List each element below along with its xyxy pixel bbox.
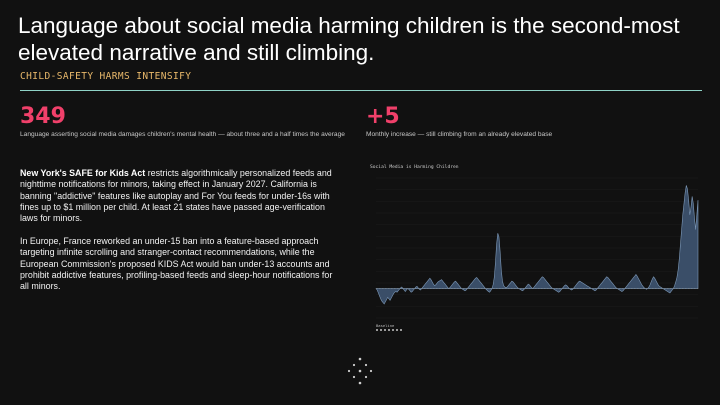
body-paragraph-europe: In Europe, France reworked an under-15 ban into a feature-based approach targeting infinite scrolling and stranger-contact recommendations, while the European Commission's proposed KIDS Act would ban under-13 accounts and prohibit addictive features, profiling-based feeds and sleep-hour notifications for all minors. — [20, 236, 333, 292]
trend-chart — [362, 160, 704, 332]
slide-kicker: CHILD-SAFETY HARMS INTENSIFY — [20, 71, 192, 82]
chart-series-area — [376, 185, 698, 304]
stat-description-primary: Language asserting social media damages children's mental health — about three and a half times the average — [20, 131, 345, 138]
chart-title: Social Media is Harming Children — [370, 165, 459, 170]
chart-legend — [376, 323, 404, 331]
body-paragraph-rest: restricts algorithmically personalized feeds and nighttime notifications for minors, taking effect in January 2027. California is banning "addictive" features like autoplay and For You feeds for under-16s with fines up to $1 million per child. At least 21 states have passed age-verification laws for minors. — [20, 168, 332, 224]
stat-value-secondary: +5 — [366, 104, 400, 129]
header-divider — [20, 90, 702, 91]
body-paragraph-us — [20, 168, 340, 224]
chart-plot — [362, 160, 704, 332]
body-paragraph-lead: New York's SAFE for Kids Act — [20, 168, 146, 178]
legend-label: Baseline — [376, 323, 395, 328]
brand-logo — [345, 356, 375, 390]
slide-title: Language about social media harming children is the second-most elevated narrative and still climbing. — [18, 13, 680, 65]
legend-swatch — [376, 329, 404, 331]
stat-value-primary: 349 — [20, 104, 66, 129]
stat-description-secondary: Monthly increase — still climbing from an already elevated base — [366, 131, 553, 138]
